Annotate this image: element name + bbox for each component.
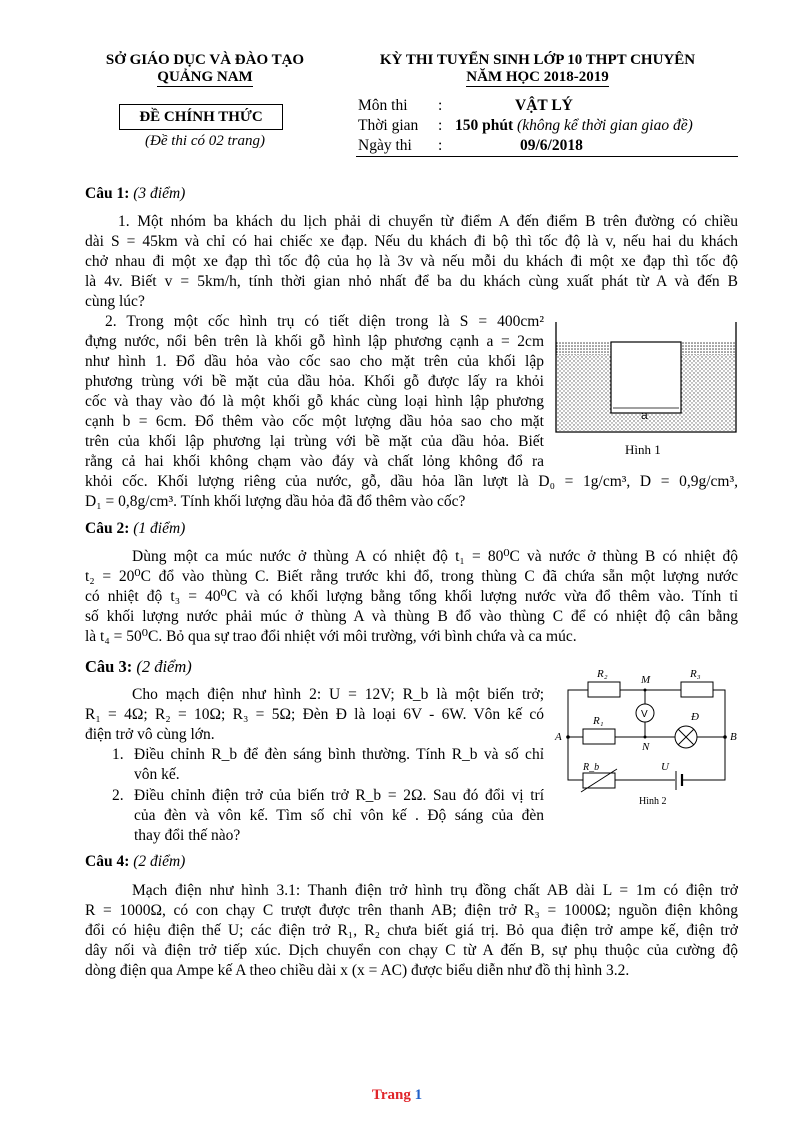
q3-heading (85, 657, 192, 677)
q2-line: t₂ = 20⁰C đổ vào thùng C. Biết rằng trước khi đổ, trong thùng C đã chứa sẵn một lượng nước (85, 568, 738, 585)
label-v: V (641, 709, 648, 720)
q2-line: là t₄ = 50⁰C. Bỏ qua sự trao đổi nhiệt với môi trường, với bình chứa và ca múc. (85, 628, 577, 645)
time-label: Thời gian (358, 117, 419, 134)
label-n: N (642, 741, 650, 753)
q1-p2-line: đựng nước, nổi bên trên là khối gỗ hình lập phương cạnh a = 2cm (85, 333, 544, 350)
q3-item1-line: Điều chỉnh R_b để đèn sáng bình thường. Tính R_b và số chỉ (134, 746, 544, 763)
label-r2: R₂ (597, 668, 608, 680)
exam-name (345, 52, 730, 87)
q3-title: Câu 3: (85, 657, 133, 676)
q1-points: (3 điểm) (133, 185, 186, 202)
q3-line: Cho mạch điện như hình 2: U = 12V; R_b là một biến trở; (132, 686, 544, 703)
dept-line2: QUẢNG NAM (157, 69, 253, 85)
q3-item2-line: Điều chỉnh điện trở của biến trở R_b = 2Ω. Sau đó đổi vị trí (134, 787, 544, 804)
colon-1: : (438, 97, 443, 114)
q3-line: điện trở vô cùng lớn. (85, 726, 215, 743)
q3-points: (2 điểm) (136, 657, 192, 676)
colon-3: : (438, 137, 443, 154)
q3-item1-line: vôn kế. (134, 766, 180, 783)
q4-heading (85, 852, 185, 872)
q1-p1-line: 1. Một nhóm ba khách du lịch phải di chuyển từ điểm A đến điểm B trên đường có chiều (118, 213, 738, 230)
page-label: Trang (371, 1087, 411, 1103)
q4-line: dòng điện qua Ampe kế A theo chiều dài x (x = AC) được biểu diễn như đồ thị hình 3.2. (85, 962, 630, 979)
label-d: Đ (691, 711, 699, 723)
pages-note: (Đề thi có 02 trang) (145, 133, 265, 149)
q1-p1-line: cùng lúc? (85, 293, 145, 310)
q3-line: R₁ = 4Ω; R₂ = 10Ω; R₃ = 5Ω; Đèn Đ là loại 6V - 6W. Vôn kế có (85, 706, 544, 723)
figure-1-cup (553, 312, 743, 462)
q4-line: R = 1000Ω, có con chạy C trượt được trên thanh AB; điện trở R₃ = 1000Ω; nguồn điện không (85, 902, 738, 919)
time-value: 150 phút (455, 117, 514, 134)
label-b: B (730, 731, 737, 743)
header-rule (356, 156, 738, 157)
label-a: A (555, 731, 562, 743)
page-number: 1 (414, 1087, 423, 1103)
q2-line: số khối lượng nước phải múc ở thùng A và thùng B đổ vào thùng C để có nhiệt độ cân bằng (85, 608, 738, 625)
date-label: Ngày thi (358, 137, 412, 154)
q1-p2-line: D₁ = 0,8g/cm³. Tính khối lượng dầu hỏa đã đổ thêm vào cốc? (85, 493, 466, 510)
label-rb: R_b (583, 762, 600, 773)
subject-value: VẬT LÝ (515, 97, 573, 114)
q1-p2-line: rằng cả hai khối không chạm vào đáy và chất lỏng không đổ ra (85, 453, 544, 470)
cube-side-label: a (641, 408, 648, 422)
q4-line: dây nối và điện trở tiếp xúc. Dịch chuyển con chạy C từ A đến B, sự phụ thuộc của cường độ (85, 942, 738, 959)
resistor-r1 (583, 729, 615, 744)
q2-heading (85, 519, 185, 539)
q4-line: Mạch điện như hình 3.1: Thanh điện trở hình trụ đồng chất AB dài L = 1m có điện trở (132, 882, 738, 899)
q1-p2-line: khỏi cốc. Khối lượng riêng của nước, gỗ, dầu hỏa lần lượt là D₀ = 1g/cm³, D = 0,9g/cm³, (85, 473, 738, 490)
q4-title: Câu 4: (85, 853, 130, 870)
colon-2: : (438, 117, 443, 134)
time-note: (không kể thời gian giao đề) (517, 117, 693, 134)
q1-p2-line: 2. Trong một cốc hình trụ có tiết diện trong là S = 400cm² (105, 313, 544, 330)
q1-p2-line: cạnh b = 6cm. Đổ thêm vào cốc một lượng dầu hỏa sao cho mặt (85, 413, 544, 430)
q2-line: Dùng một ca múc nước ở thùng A có nhiệt độ t₁ = 80⁰C và nước ở thùng B có nhiệt độ (132, 548, 738, 565)
wood-cube (611, 342, 681, 413)
exam-line1: KỲ THI TUYỂN SINH LỚP 10 THPT CHUYÊN (379, 52, 696, 68)
q1-p2-line: trên của khối lập phương lại trùng với bề mặt của dầu hỏa. Biết (85, 433, 544, 450)
q1-heading (85, 184, 185, 204)
q3-item2-line: thay đổi thế nào? (134, 827, 241, 844)
dept-name (80, 52, 330, 87)
q3-item2-line: của đèn và vôn kế. Tìm số chỉ vôn kế . Độ sáng của đèn (134, 807, 544, 824)
q4-line: đổi có hiệu điện thế U; các điện trở R₁, R₂ chưa biết giá trị. Bỏ qua điện trở ampe kế, điện trở (85, 922, 738, 939)
figure-1-caption: Hình 1 (625, 442, 661, 457)
q4-points: (2 điểm) (133, 853, 186, 870)
q2-title: Câu 2: (85, 520, 130, 537)
q2-line: có nhiệt độ t₃ = 40⁰C và có khối lượng bằng tổng khối lượng nước vừa đổ thêm vào. Tính tỉ (85, 588, 738, 605)
page-footer (0, 1087, 794, 1104)
figure-2-caption: Hình 2 (639, 796, 667, 807)
time-info (455, 117, 693, 135)
q1-title: Câu 1: (85, 185, 130, 202)
q1-p2-line: như hình 1. Đổ dầu hỏa vào cốc sao cho mặt trên của khối lập (85, 353, 544, 370)
figure-2-circuit (553, 662, 743, 810)
q3-item2-number: 2. (112, 787, 124, 804)
label-m: M (641, 674, 651, 686)
label-r1: R₁ (593, 715, 604, 727)
exam-line2: NĂM HỌC 2018-2019 (466, 69, 609, 85)
q1-p2-line: phương trùng với bề mặt của dầu hỏa. Khối gỗ được lấy ra khỏi (85, 373, 544, 390)
q3-item1-number: 1. (112, 746, 124, 763)
resistor-r2 (588, 682, 620, 697)
resistor-r3 (681, 682, 713, 697)
label-r3: R₃ (690, 668, 701, 680)
q1-p1-line: là 4v. Biết v = 5km/h, tính thời gian nhỏ nhất để ba du khách cùng xuất phát từ A và đến B (85, 273, 738, 290)
official-box: ĐỀ CHÍNH THỨC (119, 104, 283, 130)
date-value: 09/6/2018 (520, 137, 583, 154)
subject-label: Môn thi (358, 97, 408, 114)
label-u: U (661, 761, 669, 773)
q1-p1-line: dài S = 45km và chỉ có hai chiếc xe đạp. Nếu du khách đi bộ thì tốc độ là v, nếu hai du khách (85, 233, 738, 250)
q1-p2-line: cốc và thay vào đó là một khối gỗ khác cùng loại hình lập phương (85, 393, 544, 410)
q2-points: (1 điểm) (133, 520, 186, 537)
q1-p1-line: chở nhau đi một xe đạp thì tốc độ của họ là 3v và nếu mỗi du khách đi một xe đạp thì tốc độ (85, 253, 738, 270)
dept-line1: SỞ GIÁO DỤC VÀ ĐÀO TẠO (105, 52, 305, 68)
